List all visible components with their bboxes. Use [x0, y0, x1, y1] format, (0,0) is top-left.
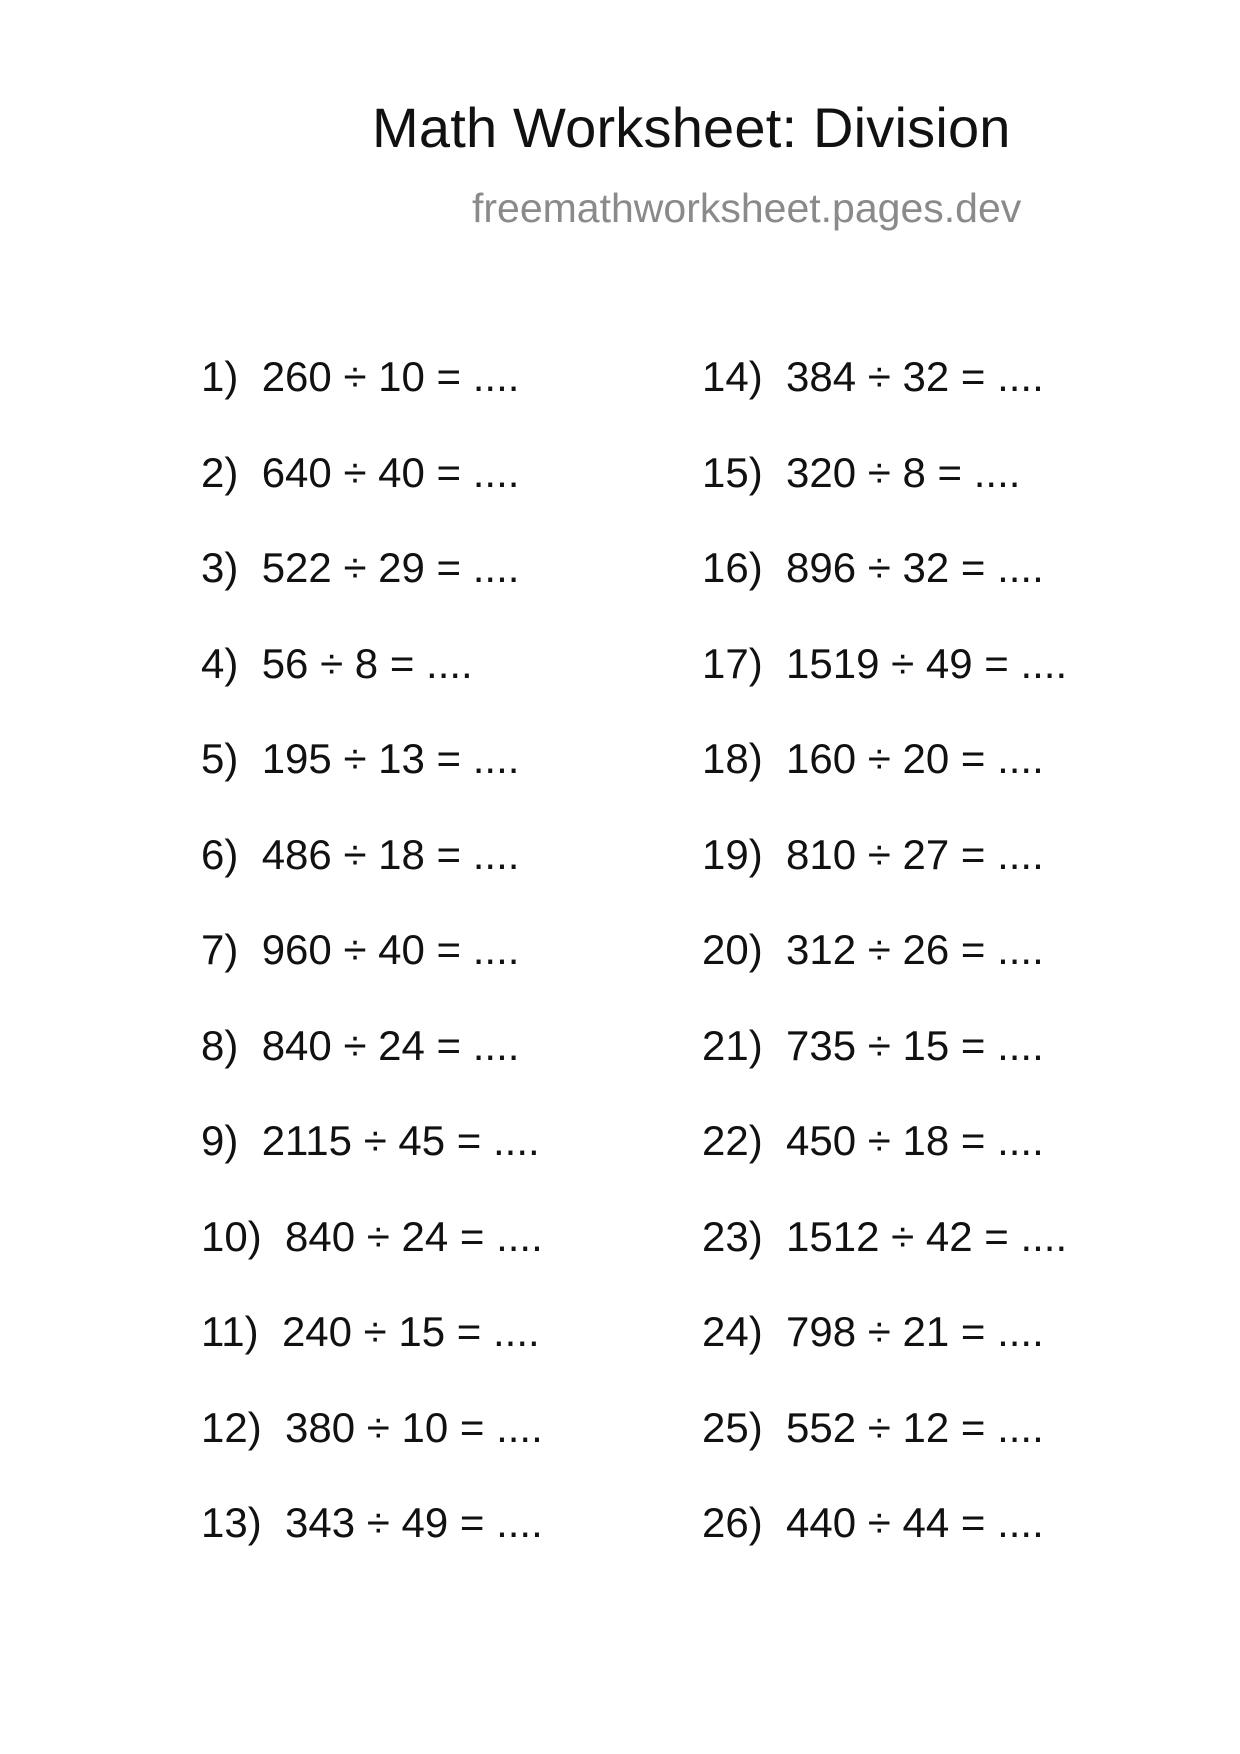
problem-item — [201, 544, 543, 640]
problem-expression: 312 ÷ 26 = .... — [786, 926, 1044, 973]
problem-item — [702, 544, 1067, 640]
problem-item — [702, 1022, 1067, 1118]
problem-expression: 840 ÷ 24 = .... — [285, 1212, 543, 1260]
problem-number: 19) — [702, 830, 763, 878]
problem-item — [201, 640, 543, 736]
problem-number: 8) — [201, 1021, 239, 1069]
problem-number: 10) — [201, 1212, 262, 1260]
problem-expression: 2115 ÷ 45 = .... — [261, 1117, 540, 1164]
problem-item — [201, 1404, 543, 1500]
problem-number: 21) — [702, 1021, 763, 1069]
problem-number: 20) — [702, 926, 763, 973]
problem-item — [201, 353, 543, 449]
problem-number: 5) — [201, 735, 239, 782]
problem-number: 12) — [201, 1403, 262, 1451]
problem-expression: 240 ÷ 15 = .... — [281, 1308, 540, 1355]
page-title: Math Worksheet: Division — [372, 96, 1011, 159]
problem-expression: 56 ÷ 8 = .... — [261, 639, 473, 687]
problem-number: 23) — [702, 1212, 763, 1260]
problem-expression: 640 ÷ 40 = .... — [261, 448, 520, 496]
problem-number: 24) — [702, 1308, 763, 1355]
problem-item — [702, 640, 1067, 736]
problem-item — [201, 1117, 543, 1213]
problem-item — [201, 735, 543, 831]
problem-expression: 380 ÷ 10 = .... — [285, 1403, 543, 1451]
problem-item — [201, 831, 543, 927]
problem-expression: 810 ÷ 27 = .... — [786, 830, 1044, 878]
problem-number: 22) — [702, 1117, 763, 1164]
problem-item — [702, 735, 1067, 831]
problem-number: 18) — [702, 735, 763, 782]
problem-expression: 1519 ÷ 49 = .... — [786, 639, 1068, 687]
problem-expression: 840 ÷ 24 = .... — [261, 1021, 520, 1069]
problem-item — [201, 926, 543, 1022]
problem-number: 11) — [201, 1308, 259, 1355]
problems-column-left — [201, 353, 543, 1595]
problem-number: 1) — [201, 353, 239, 400]
problem-expression: 735 ÷ 15 = .... — [786, 1021, 1044, 1069]
problem-item — [702, 831, 1067, 927]
problem-item — [201, 1499, 543, 1595]
problem-item — [702, 1404, 1067, 1500]
problem-number: 26) — [702, 1499, 763, 1546]
problem-item — [702, 1308, 1067, 1404]
problem-expression: 486 ÷ 18 = .... — [261, 830, 520, 878]
problem-item — [201, 1308, 543, 1404]
problem-item — [702, 1213, 1067, 1309]
problem-expression: 320 ÷ 8 = .... — [786, 448, 1021, 496]
problem-number: 7) — [201, 926, 239, 973]
problem-item — [201, 1213, 543, 1309]
problem-item — [702, 926, 1067, 1022]
problem-number: 4) — [201, 639, 239, 687]
problem-item — [201, 449, 543, 545]
site-url: freemathworksheet.pages.dev — [472, 185, 1022, 231]
problem-expression: 384 ÷ 32 = .... — [786, 353, 1044, 400]
problem-number: 15) — [702, 448, 763, 496]
problem-expression: 960 ÷ 40 = .... — [261, 926, 520, 973]
problem-item — [201, 1022, 543, 1118]
problem-expression: 552 ÷ 12 = .... — [786, 1403, 1044, 1451]
problem-number: 6) — [201, 830, 239, 878]
problem-item — [702, 1117, 1067, 1213]
problem-expression: 195 ÷ 13 = .... — [261, 735, 520, 782]
problem-expression: 1512 ÷ 42 = .... — [786, 1212, 1068, 1260]
problem-number: 14) — [702, 353, 763, 400]
problem-number: 25) — [702, 1403, 763, 1451]
problem-item — [702, 1499, 1067, 1595]
problem-expression: 522 ÷ 29 = .... — [261, 544, 520, 591]
problem-number: 13) — [201, 1499, 262, 1546]
problem-expression: 450 ÷ 18 = .... — [786, 1117, 1044, 1164]
problem-expression: 896 ÷ 32 = .... — [786, 544, 1044, 591]
problem-number: 9) — [201, 1117, 239, 1164]
problem-expression: 440 ÷ 44 = .... — [786, 1499, 1044, 1546]
problems-column-right — [702, 353, 1067, 1595]
problem-number: 16) — [702, 544, 763, 591]
problem-expression: 798 ÷ 21 = .... — [786, 1308, 1044, 1355]
problem-expression: 160 ÷ 20 = .... — [786, 735, 1044, 782]
problem-number: 2) — [201, 448, 239, 496]
problem-expression: 343 ÷ 49 = .... — [285, 1499, 543, 1546]
problem-expression: 260 ÷ 10 = .... — [261, 353, 520, 400]
problem-item — [702, 353, 1067, 449]
problem-item — [702, 449, 1067, 545]
problem-number: 17) — [702, 639, 763, 687]
problem-number: 3) — [201, 544, 239, 591]
